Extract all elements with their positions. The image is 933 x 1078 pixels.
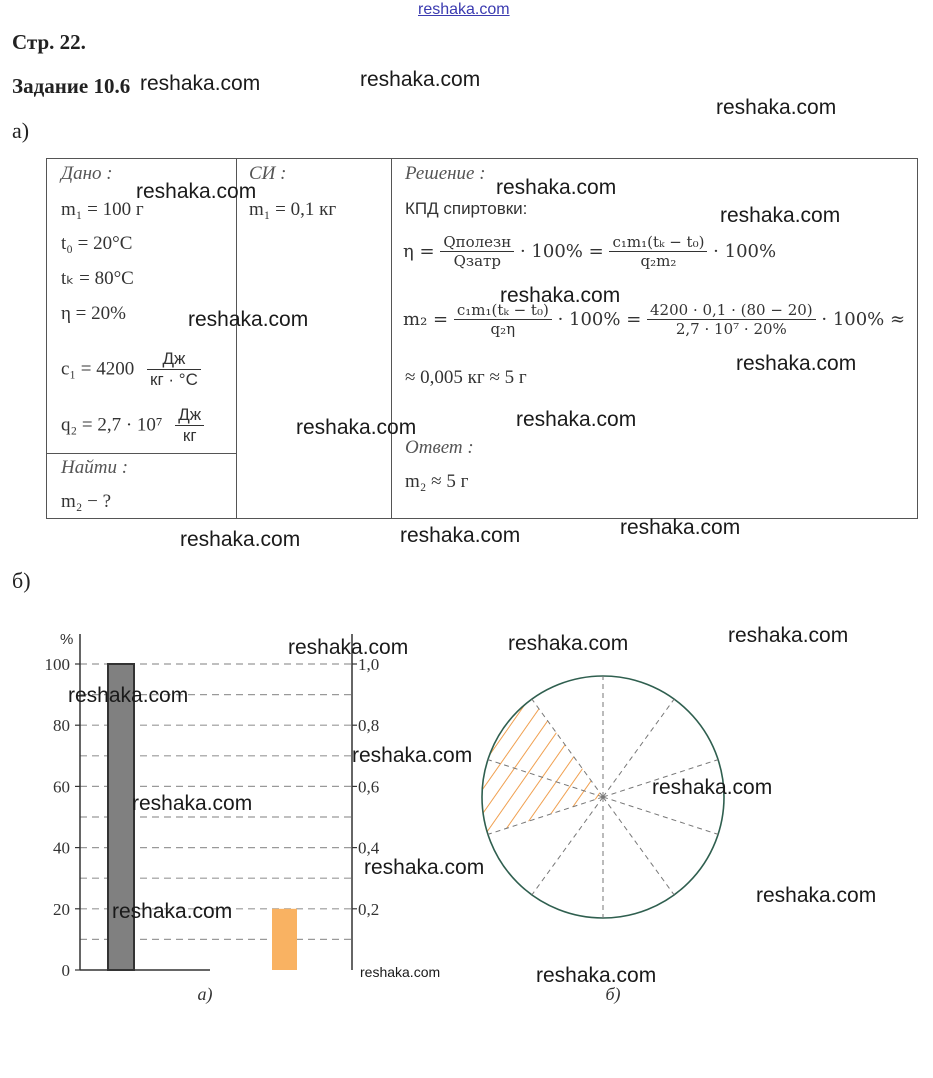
q-useful: Qполезн <box>440 233 514 252</box>
bar-chart <box>40 620 460 1020</box>
mass-formula <box>403 301 905 338</box>
left-tick-label: 100 <box>44 655 70 674</box>
task-title: Задание 10.6 <box>12 74 131 98</box>
chart-caption: б) <box>605 984 621 1004</box>
solution-line: КПД спиртовки: <box>405 199 528 218</box>
left-tick-label: 80 <box>53 716 70 736</box>
given-item: m₁ = 100 г <box>61 199 144 220</box>
y-axis-label: % <box>60 631 74 648</box>
hatched-sector <box>482 699 603 834</box>
find-item: m₂ − ? <box>61 491 112 512</box>
q2-value: q₂ = 2,7 · 10⁷ <box>61 414 163 436</box>
q2-unit-num: Дж <box>175 405 204 426</box>
c1-value: c₁ = 4200 <box>61 358 135 380</box>
times-100-approx: · 100% ≈ <box>821 309 906 330</box>
given-item: t₀ = 20°C <box>61 233 133 254</box>
given-c1 <box>61 349 201 390</box>
right-tick-label: 0,2 <box>358 899 380 919</box>
watermark: reshaka.com <box>716 96 837 119</box>
watermark: reshaka.com <box>500 284 621 307</box>
c1-unit-den: кг · °C <box>150 370 198 389</box>
sector-divider <box>603 797 674 895</box>
column-divider <box>236 159 237 518</box>
formula-denominator: q₂η <box>490 320 516 338</box>
q2-unit-den: кг <box>182 426 197 445</box>
watermark: reshaka.com <box>536 964 657 987</box>
watermark: reshaka.com <box>188 308 309 331</box>
site-link[interactable]: reshaka.com <box>418 1 510 18</box>
part-a-label: а) <box>12 118 30 143</box>
si-item: m₁ = 0,1 кг <box>249 199 337 220</box>
given-header: Дано : <box>61 163 113 184</box>
times-100: · 100% = <box>519 241 604 262</box>
given-q2 <box>61 405 204 446</box>
formula-numerator: c₁m₁(tₖ − t₀) <box>454 301 552 320</box>
watermark: reshaka.com <box>360 68 481 91</box>
watermark: reshaka.com <box>180 528 301 551</box>
right-tick-label: 0,4 <box>358 838 380 858</box>
find-header: Найти : <box>61 457 129 478</box>
watermark: reshaka.com <box>140 72 261 95</box>
q-spent: Qзатр <box>453 252 501 270</box>
watermark: reshaka.com <box>516 408 637 431</box>
answer-header: Ответ : <box>405 437 474 458</box>
page-title: Стр. 22. <box>12 30 86 54</box>
c1-unit-num: Дж <box>147 349 201 370</box>
formula-denominator: q₂m₂ <box>640 252 677 270</box>
answer: m₂ ≈ 5 г <box>405 471 469 492</box>
watermark: reshaka.com <box>508 632 629 655</box>
watermark: reshaka.com <box>288 636 409 659</box>
given-item: η = 20% <box>61 303 126 324</box>
watermark: reshaka.com <box>756 884 877 907</box>
left-tick-label: 40 <box>53 838 70 858</box>
watermark: reshaka.com <box>112 900 233 923</box>
si-header: СИ : <box>249 163 287 184</box>
watermark: reshaka.com <box>364 856 485 879</box>
watermark: reshaka.com <box>360 964 441 980</box>
row-divider <box>47 453 236 454</box>
numeric-denominator: 2,7 · 10⁷ · 20% <box>675 320 787 338</box>
watermark: reshaka.com <box>132 792 253 815</box>
numeric-numerator: 4200 · 0,1 · (80 − 20) <box>647 301 816 320</box>
useful-energy-bar <box>272 909 297 970</box>
times-100: · 100% = <box>557 309 642 330</box>
watermark: reshaka.com <box>728 624 849 647</box>
watermark: reshaka.com <box>352 744 473 767</box>
solution-header: Решение : <box>405 163 486 184</box>
part-b-label: б) <box>12 568 31 593</box>
left-tick-label: 20 <box>53 899 70 919</box>
watermark: reshaka.com <box>136 180 257 203</box>
total-energy-bar <box>108 664 134 970</box>
watermark: reshaka.com <box>296 416 417 439</box>
left-tick-label: 0 <box>61 961 70 980</box>
efficiency-formula <box>403 233 776 270</box>
m2-lhs: m₂ = <box>403 309 449 330</box>
formula-numerator: c₁m₁(tₖ − t₀) <box>609 233 707 252</box>
given-item: tₖ = 80°C <box>61 268 134 289</box>
watermark: reshaka.com <box>496 176 617 199</box>
watermark: reshaka.com <box>620 516 741 539</box>
times-100: · 100% <box>713 241 777 262</box>
chart-caption: а) <box>197 984 213 1004</box>
watermark: reshaka.com <box>68 684 189 707</box>
column-divider <box>391 159 392 518</box>
result-line: ≈ 0,005 кг ≈ 5 г <box>405 367 527 388</box>
eta-lhs: η = <box>403 241 435 262</box>
watermark: reshaka.com <box>736 352 857 375</box>
watermark: reshaka.com <box>720 204 841 227</box>
left-tick-label: 60 <box>53 777 70 797</box>
watermark: reshaka.com <box>400 524 521 547</box>
pie-chart <box>470 660 740 1010</box>
right-tick-label: 0,6 <box>358 777 380 797</box>
right-tick-label: 1,0 <box>358 655 380 674</box>
sector-divider <box>603 797 718 834</box>
watermark: reshaka.com <box>652 776 773 799</box>
right-tick-label: 0,8 <box>358 716 380 736</box>
